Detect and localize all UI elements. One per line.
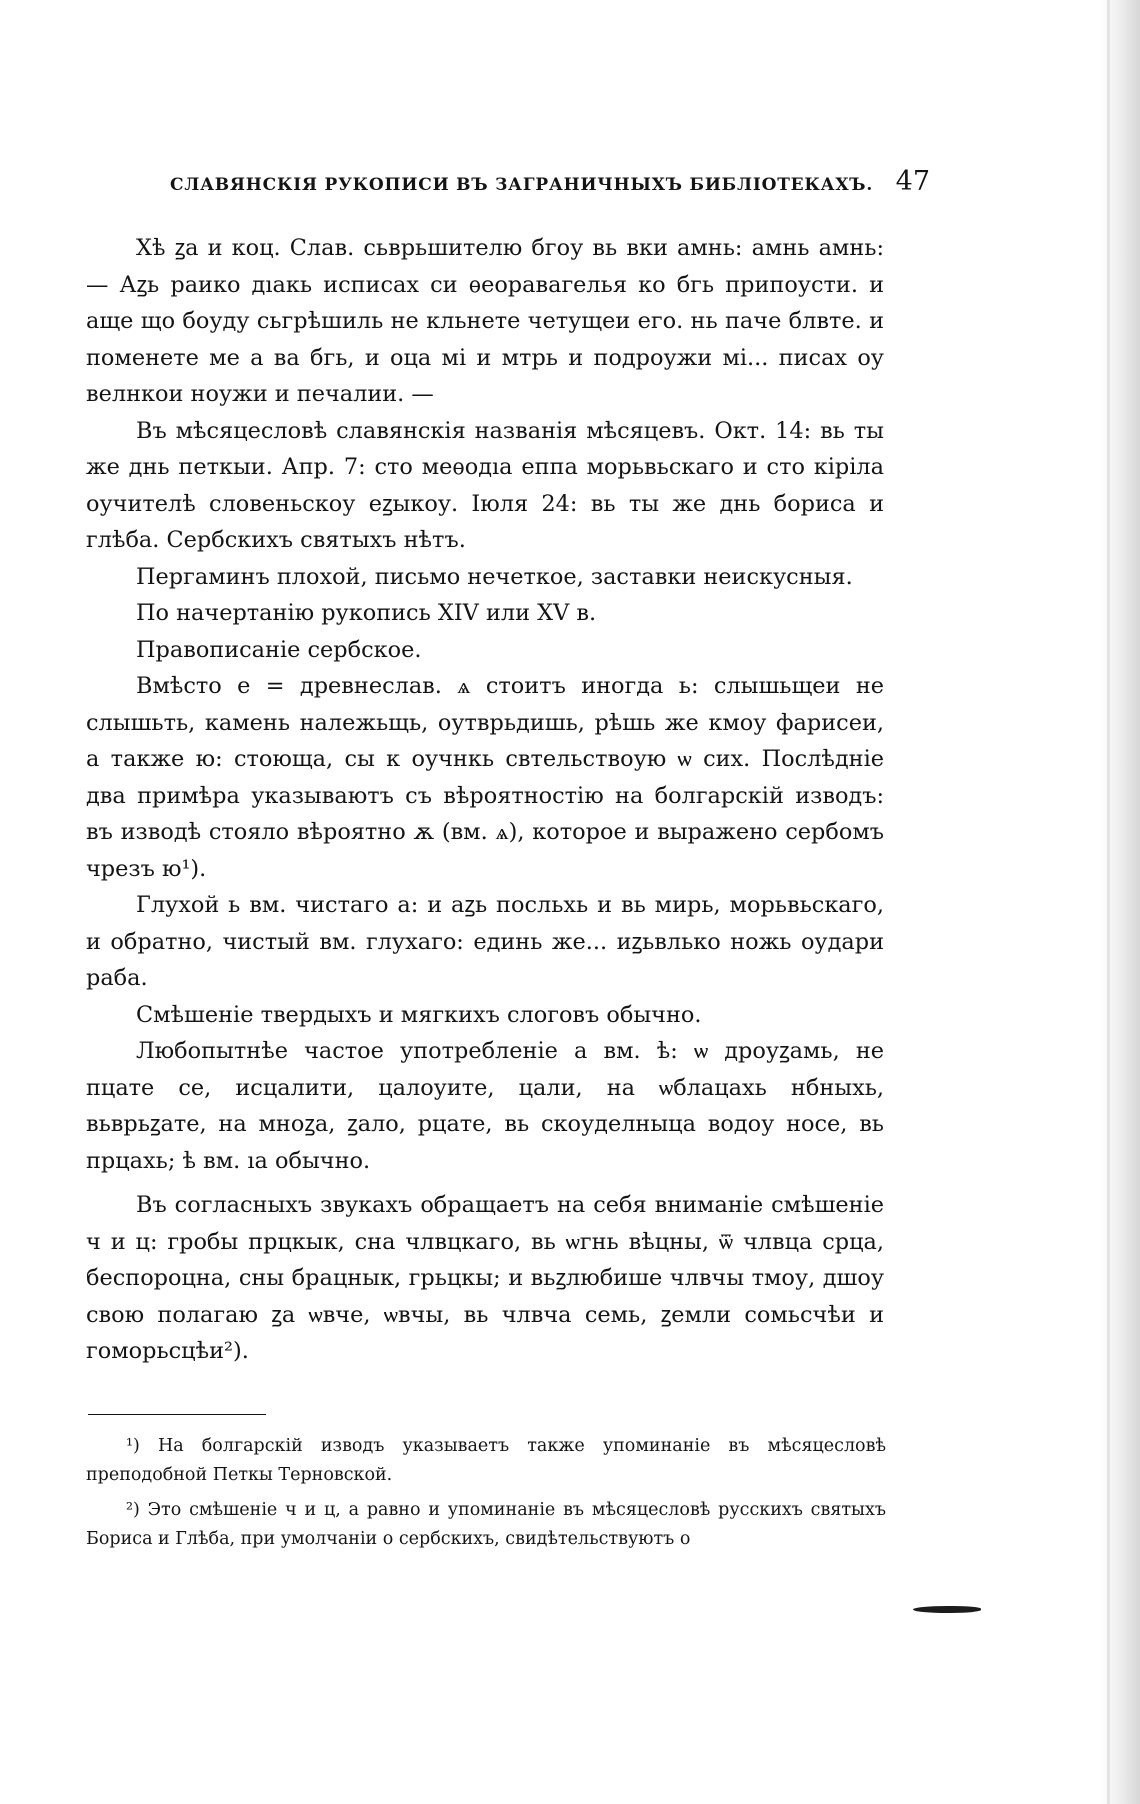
page-header	[170, 166, 930, 197]
paragraph-dating: По начертанію рукопись XIV или XV в.	[136, 600, 597, 626]
paragraph-menologion: Въ мѣсяцесловѣ славянскія названія мѣсяцевъ. Окт. 14: вь ты же днь петкыи. Апр. 7: сто меѳодıа еппа морьвьскаго и сто кіріла оучителѣ словеньскоу еꙁыкоу. Іюля 24: вь ты же днь бориса и глѣба. Сербскихъ святыхъ нѣтъ.	[86, 417, 884, 553]
paragraph-orthography: Правописаніе сербское.	[136, 636, 422, 663]
page-fold-line	[1107, 0, 1110, 1804]
footnotes	[86, 1432, 886, 1558]
footnote-1: ¹) На болгарскій изводъ указываетъ также упоминаніе въ мѣсяцесловѣ преподобной Петкы Терновской.	[86, 1436, 886, 1485]
paragraph-vowel-substitution: Вмѣсто е = древнеслав. ѧ стоитъ иногда ь: слышьщеи не слышьть, камень належьщь, оутврьдишь, рѣшь же кмоу фарисеи, а также ю: стоюща, сы к оучнкь свтельствоую ѡ сих. Послѣдніе два примѣра указываютъ съ вѣроятностію на болгарскій изводъ: въ изводѣ стояло вѣроятно ѫ (вм. ѧ), которое и выражено сербомъ чрезъ ю¹).	[86, 673, 884, 882]
footnote-rule	[88, 1414, 266, 1415]
page-number: 47	[895, 166, 930, 197]
paragraph-parchment: Пергаминъ плохой, письмо нечеткое, заставки неискусныя.	[136, 563, 853, 590]
paragraph-jer: Глухой ь вм. чистаго а: и аꙁь посльхь и вь мирь, морьвьскаго, и обратно, чистый вм. глухаго: единь же... иꙁьвлько ножь оудари раба.	[86, 892, 884, 991]
running-title: СЛАВЯНСКІЯ РУКОПИСИ ВЪ ЗАГРАНИЧНЫХЪ БИБЛІОТЕКАХЪ.	[170, 175, 874, 195]
paragraph-yat: Любопытнѣе частое употребленіе а вм. ѣ: ѡ дроуꙁамь, не пцате се, исцалити, цалоуите, цали, на ѡблацахь нбныхь, вьврьꙁате, на мноꙁа, ꙁало, рцате, вь скоуделныца водоу носе, вь прцахь; ѣ вм. ıа обычно.	[86, 1038, 884, 1174]
paragraph-colophon: Хѣ ꙁа и коц. Слав. сьврьшителю бгоу вь вки амнь: амнь амнь: — Аꙁь раико дıакь исписах си ѳеоравагелья ко бгь припоусти. и аще що боуду сьгрѣшиль не кльнете четущеи его. нь паче блвте. и поменете ме а ва бгь, и оца мі и мтрь и подроужи мі... писах оу велнкои ноужи и печалии. —	[86, 235, 884, 407]
footnote-2: ²) Это смѣшеніе ч и ц, а равно и упоминаніе въ мѣсяцесловѣ русскихъ святыхъ Бориса и Глѣба, при умолчаніи о сербскихъ, свидѣтельствуютъ о	[86, 1500, 886, 1549]
main-text	[86, 230, 884, 1370]
ink-blot	[913, 1606, 981, 1613]
paragraph-consonants: Въ согласныхъ звукахъ обращаетъ на себя вниманіе смѣшеніе ч и ц: гробы прцкык, сна члвцкаго, вь ѡгнь вѣцны, ѿ члвца срца, беспороцна, сны брацнык, грьцкы; и вьꙁлюбише члвчы тмоу, дшоу свою полагаю ꙁа ѡвче, ѡвчы, вь члвча семь, ꙁемли сомьсчѣи и гоморьсцѣи²).	[86, 1192, 884, 1364]
page-edge-shadow	[1100, 0, 1140, 1804]
paragraph-syllables: Смѣшеніе твердыхъ и мягкихъ слоговъ обычно.	[136, 1001, 702, 1028]
